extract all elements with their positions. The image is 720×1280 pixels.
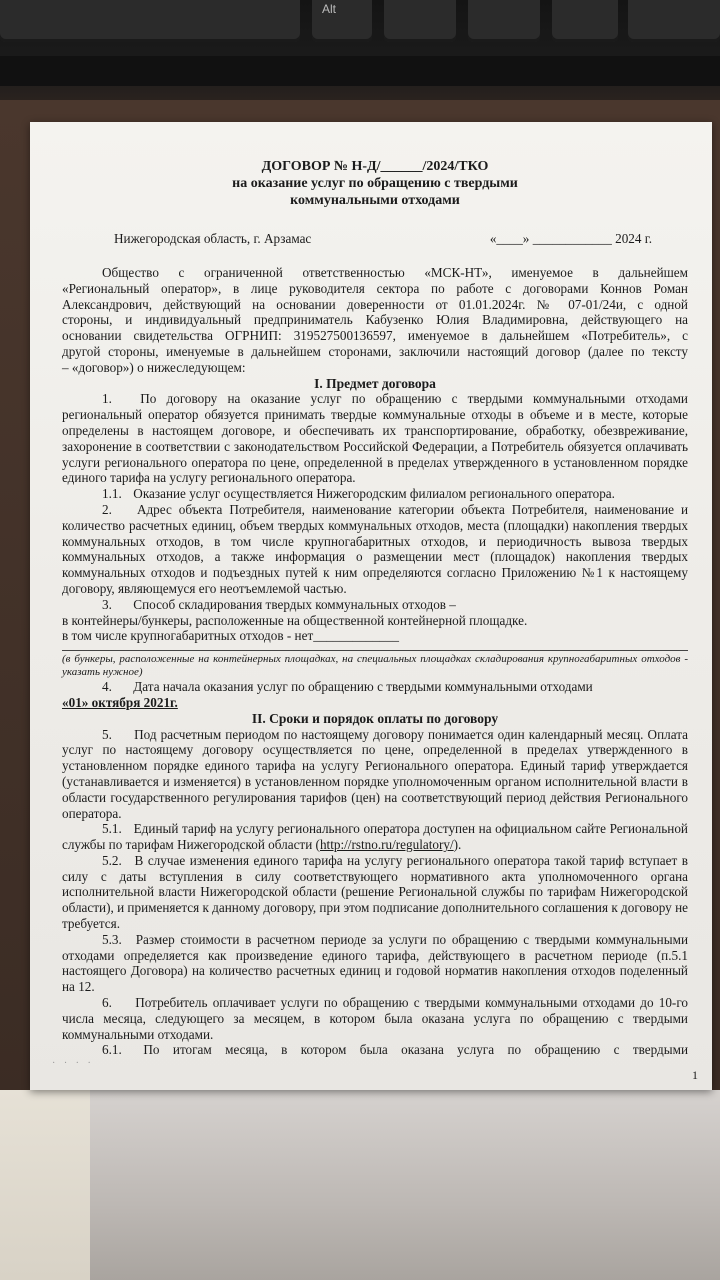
scan-marks: · · · · <box>52 1058 94 1070</box>
intro-line: другой стороны, именуемые в дальнейшем сторонами, заключили настоящий договор (далее по тексту <box>62 343 688 359</box>
document-title: ДОГОВОР № Н-Д/______/2024/ТКО <box>261 159 489 174</box>
clause-4: 4. Дата начала оказания услуг по обращению с твердыми коммунальными отходами <box>102 679 593 695</box>
service-start-date: «01» октября 2021г. <box>62 694 178 710</box>
clause-3-line2: в контейнеры/бункеры, расположенные на общественной контейнерной площадке. <box>62 612 528 628</box>
keyboard-key <box>468 0 540 42</box>
clause-3-line3: в том числе крупногабаритных отходов - нет_____________ <box>62 628 399 644</box>
intro-line: – «договор») о нижеследующем: <box>62 359 246 375</box>
clause-3: 3. Способ складирования твердых коммунальных отходов – <box>102 596 456 612</box>
keyboard-key-alt: Alt <box>312 0 372 42</box>
place-date-row <box>114 231 688 247</box>
floor-background-left <box>0 1090 90 1280</box>
document-subtitle-line2: коммунальными отходами <box>290 193 460 208</box>
clause-5-3: 5.3. Размер стоимости в расчетном периоде за услуги по обращению с твердыми коммунальными отходами определяется как произведение единого тарифа, действующего в расчетном периоде (п.5.1 настоящего Договора) на количество расчетных единиц и годовой норматив накопления отходов поделенный на 12. <box>62 931 688 995</box>
floor-background <box>0 1090 720 1280</box>
keyboard-key <box>0 0 300 42</box>
fill-in-line <box>62 650 688 651</box>
city: Нижегородская область, г. Арзамас <box>114 231 312 246</box>
document-subtitle-line1: на оказание услуг по обращению с твердыми <box>232 176 518 191</box>
intro-line: Общество с ограниченной ответственностью «МСК-НТ», именуемое в дальнейшем <box>102 265 688 280</box>
intro-line: стороны, и индивидуальный предприниматель Кабузенко Юлия Владимировна, действующего на <box>62 312 688 328</box>
keyboard-base <box>0 56 720 86</box>
section-2-heading: II. Сроки и порядок оплаты по договору <box>251 710 499 726</box>
clause-2: 2. Адрес объекта Потребителя, наименование категории объекта Потребителя, наименование и количество расчетных единиц, объем твердых коммунальных отходов, места (площадки) накопления твердых коммунальных отходов, в том числе крупногабаритных отходов, и периодичность вывоза твердых коммунальных отходов, а также информация о размещении мест (площадок) накопления твердых коммунальных отходов и подъездных путей к ним определяются согласно Приложению №1 к настоящему договору, являющемуся его неотъемлемой частью. <box>62 501 688 596</box>
clause-1: 1. По договору на оказание услуг по обращению с твердыми коммунальными отходами региональный оператор обязуется принимать твердые коммунальные отходы в объеме и в месте, которые определены в настоящем договоре, и обеспечивать их транспортирование, обработку, обезвреживание, захоронение в соответствии с законодательством Российской Федерации, а Потребитель обязуется оплачивать услуги регионального оператора по цене, определенной в пределах утвержденного в установленном порядке единого тарифа на услугу регионального оператора. <box>62 391 688 486</box>
intro-paragraph <box>62 265 688 376</box>
keyboard-key <box>628 0 720 42</box>
page-number: 1 <box>692 1068 698 1083</box>
document-page <box>30 122 712 1090</box>
intro-line: «Региональный оператор», в лице руководителя сектора по работе с договорами Коннов Роман <box>62 280 688 296</box>
clause-5-2: 5.2. В случае изменения единого тарифа на услугу регионального оператора такой тариф вступает в силу с даты вступления в силу соответствующего нормативного акта уполномоченного органа исполнительной власти Нижегородской области (решение Региональной службы по тарифам Нижегородской области), и применяется к данному договору, при этом подписание дополнительного соглашения к договору не требуется. <box>62 852 689 932</box>
tariff-link[interactable]: http://rstno.ru/regulatory/ <box>319 837 454 853</box>
keyboard-key <box>552 0 618 42</box>
contract-date: «____» ____________ 2024 г. <box>489 231 652 246</box>
keyboard <box>0 0 720 100</box>
keyboard-key <box>384 0 456 42</box>
clause-6: 6. Потребитель оплачивает услуги по обращению с твердыми коммунальными отходами до 10-го числа месяца, следующего за месяцем, в котором была оказана услуга по обращению с твердыми коммунальными отходами. <box>62 995 689 1042</box>
intro-line: Александрович, действующий на основании доверенности от 01.01.2024г. № 07-01/24и, с одной <box>62 296 688 312</box>
clause-5-1: 5.1. Единый тариф на услугу регионального оператора доступен на официальном сайте Региональной службы по тарифам Нижегородской области (http://rstno.ru/regulatory/). <box>62 821 688 853</box>
intro-line: основании свидетельства ОГРНИП: 319527500136597, именуемое в дальнейшем «Потребитель», с <box>62 328 688 344</box>
section-1-heading: I. Предмет договора <box>314 375 436 391</box>
clause-1-1: 1.1. Оказание услуг осуществляется Нижегородским филиалом регионального оператора. <box>102 486 615 502</box>
clause-5: 5. Под расчетным периодом по настоящему договору понимается один календарный месяц. Оплата услуг по настоящему договору осуществляется по цене, определенной в пределах утвержденного в установленном порядке единого тарифа на услугу Регионального оператора. Единый тариф утверждается (устанавливается и изменяется) в установленном порядке уполномоченным органом исполнительной власти в области государственного регулирования тарифов (цен) на соответствующий период действия Регионального оператора. <box>62 726 688 821</box>
clause-3-note: (в бункеры, расположенные на контейнерных площадках, на специальных площадках складирования крупногабаритных отходов - указать нужное) <box>62 653 688 679</box>
clause-6-1: 6.1. По итогам месяца, в котором была оказана услуга по обращению с твердыми <box>102 1042 688 1058</box>
